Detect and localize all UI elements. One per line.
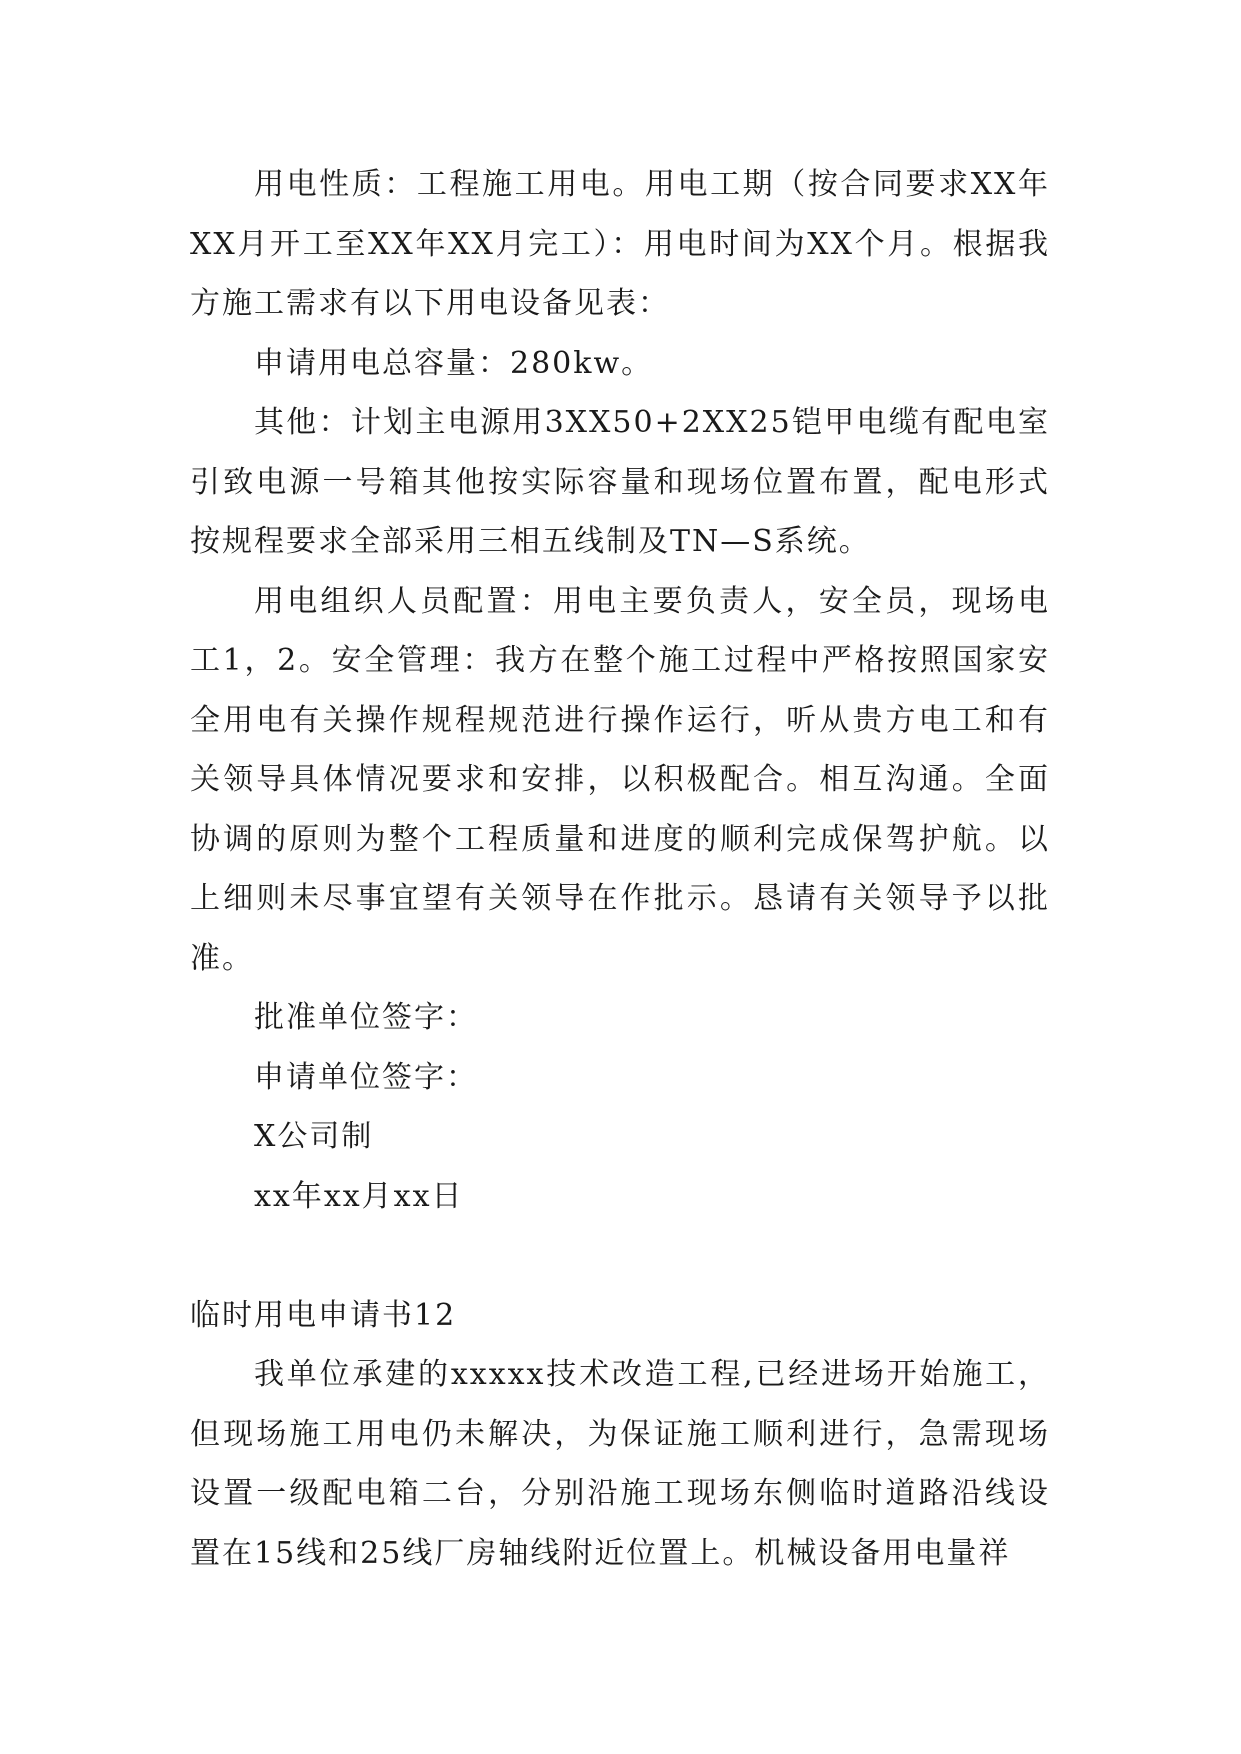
section-title: 临时用电申请书12 bbox=[190, 1297, 457, 1333]
approver-signature-label: 批准单位签字： bbox=[254, 1000, 478, 1035]
paragraph-power-usage-nature: 用电性质：工程施工用电。用电工期（按合同要求XX年XX月开工至XX年XX月完工）：用电时间为XX个月。根据我方施工需求有以下用电设备见表： bbox=[190, 167, 1050, 321]
company-label: X公司制 bbox=[254, 1119, 374, 1154]
paragraph-other: 其他：计划主电源用3XX50+2XX25铠甲电缆有配电室引致电源一号箱其他按实际容量和现场位置布置，配电形式按规程要求全部采用三相五线制及TN—S系统。 bbox=[190, 405, 1050, 559]
date-label: xx年xx月xx日 bbox=[254, 1178, 464, 1214]
applicant-signature-label: 申请单位签字： bbox=[254, 1059, 478, 1095]
section-paragraph: 我单位承建的xxxxx技术改造工程,已经进场开始施工，但现场施工用电仍未解决，为保证施工顺利进行，急需现场设置一级配电箱二台，分别沿施工现场东侧临时道路沿线设置在15线和25线厂房轴线附近位置上。机械设备用电量祥 bbox=[190, 1357, 1050, 1571]
paragraph-staffing-safety: 用电组织人员配置：用电主要负责人，安全员，现场电工1，2。安全管理：我方在整个施工过程中严格按照国家安全用电有关操作规程规范进行操作运行，听从贵方电工和有关领导具体情况要求和安排，以积极配合。相互沟通。全面协调的原则为整个工程质量和进度的顺利完成保驾护航。以上细则未尽事宜望有关领导在作批示。恳请有关领导予以批准。 bbox=[190, 583, 1050, 976]
paragraph-total-capacity: 申请用电总容量：280kw。 bbox=[254, 345, 654, 381]
document-body bbox=[190, 155, 1050, 1583]
